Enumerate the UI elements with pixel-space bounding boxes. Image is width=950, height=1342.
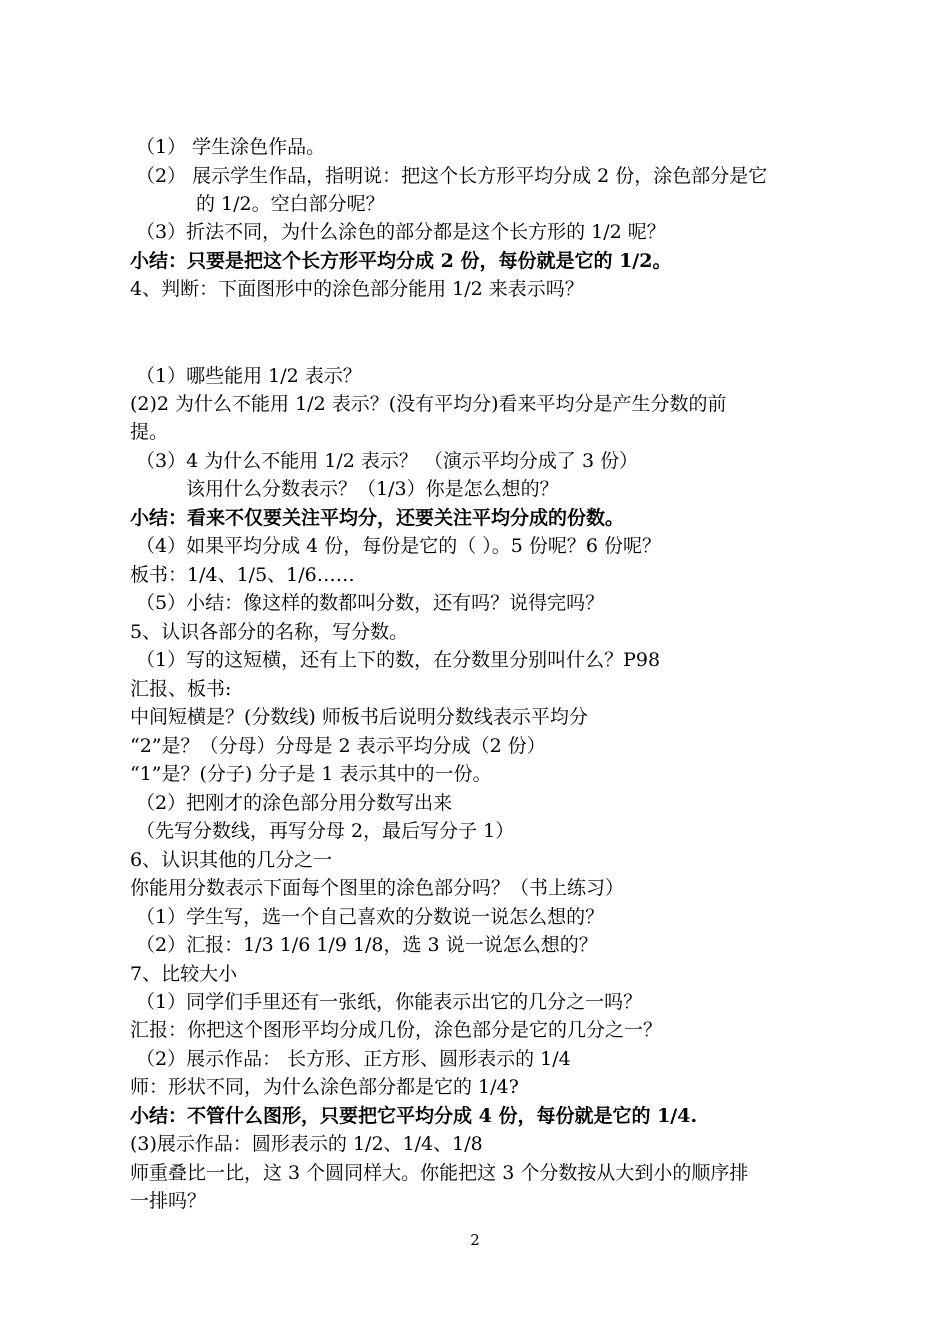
- text-line: （先写分数线，再写分母 2，最后写分子 1）: [136, 820, 515, 842]
- section-heading: 7、比较大小: [130, 963, 238, 985]
- text-line: 提。: [130, 421, 169, 443]
- text-line: “2”是？（分母）分母是 2 表示平均分成（2 份）: [130, 735, 546, 757]
- text-line: 汇报、板书:: [130, 678, 232, 700]
- section-heading: 4、判断：下面图形中的涂色部分能用 1/2 来表示吗？: [130, 278, 584, 300]
- section-heading: 5、认识各部分的名称，写分数。: [130, 621, 409, 643]
- text-line: 一排吗？: [130, 1190, 207, 1212]
- text-line: 中间短横是？(分数线) 师板书后说明分数线表示平均分: [130, 706, 588, 728]
- text-line: 的 1/2。空白部分呢？: [196, 193, 385, 215]
- text-line: （4）如果平均分成 4 份，每份是它的（ ）。5 份呢？6 份呢？: [136, 535, 662, 557]
- text-line: 汇报：你把这个图形平均分成几份，涂色部分是它的几分之一？: [130, 1019, 663, 1041]
- text-line: 板书：1/4、1/5、1/6……: [130, 564, 355, 586]
- text-line: 该用什么分数表示？（1/3）你是怎么想的？: [186, 478, 559, 500]
- summary-line: 小结：看来不仅要关注平均分，还要关注平均分成的份数。: [130, 507, 625, 529]
- text-line: （1）哪些能用 1/2 表示？: [136, 365, 362, 387]
- summary-line: 小结：不管什么图形，只要把它平均分成 4 份，每份就是它的 1/4.: [130, 1105, 698, 1127]
- text-line: (3)展示作品：圆形表示的 1/2、1/4、1/8: [130, 1133, 483, 1155]
- page-number: 2: [470, 1231, 480, 1249]
- text-line: （3）折法不同，为什么涂色的部分都是这个长方形的 1/2 呢？: [136, 221, 666, 243]
- section-heading: 6、认识其他的几分之一: [130, 849, 333, 871]
- text-line: 你能用分数表示下面每个图里的涂色部分吗？（书上练习）: [130, 877, 625, 899]
- summary-line: 小结：只要是把这个长方形平均分成 2 份，每份就是它的 1/2。: [130, 250, 672, 272]
- text-line: “1”是？(分子) 分子是 1 表示其中的一份。: [130, 763, 492, 785]
- text-line: （5）小结：像这样的数都叫分数，还有吗？说得完吗？: [136, 592, 605, 614]
- text-line: （1） 学生涂色作品。: [136, 136, 326, 158]
- text-line: （2）展示作品： 长方形、正方形、圆形表示的 1/4: [136, 1048, 571, 1070]
- text-line: 师重叠比一比，这 3 个圆同样大。你能把这 3 个分数按从大到小的顺序排: [130, 1162, 749, 1184]
- text-line: （2）汇报：1/3 1/6 1/9 1/8，选 3 说一说怎么想的？: [136, 934, 598, 956]
- text-line: (2)2 为什么不能用 1/2 表示？(没有平均分)看来平均分是产生分数的前: [130, 393, 727, 415]
- text-line: （1）写的这短横，还有上下的数，在分数里分别叫什么？P98: [136, 649, 661, 671]
- text-line: 师：形状不同，为什么涂色部分都是它的 1/4?: [130, 1076, 519, 1098]
- text-line: （3）4 为什么不能用 1/2 表示？ （演示平均分成了 3 份）: [136, 450, 639, 472]
- text-line: （2）把刚才的涂色部分用分数写出来: [136, 792, 453, 814]
- text-line: （2） 展示学生作品，指明说：把这个长方形平均分成 2 份，涂色部分是它: [136, 165, 768, 187]
- text-line: （1）同学们手里还有一张纸，你能表示出它的几分之一吗？: [136, 991, 643, 1013]
- text-line: （1）学生写，选一个自己喜欢的分数说一说怎么想的？: [136, 906, 605, 928]
